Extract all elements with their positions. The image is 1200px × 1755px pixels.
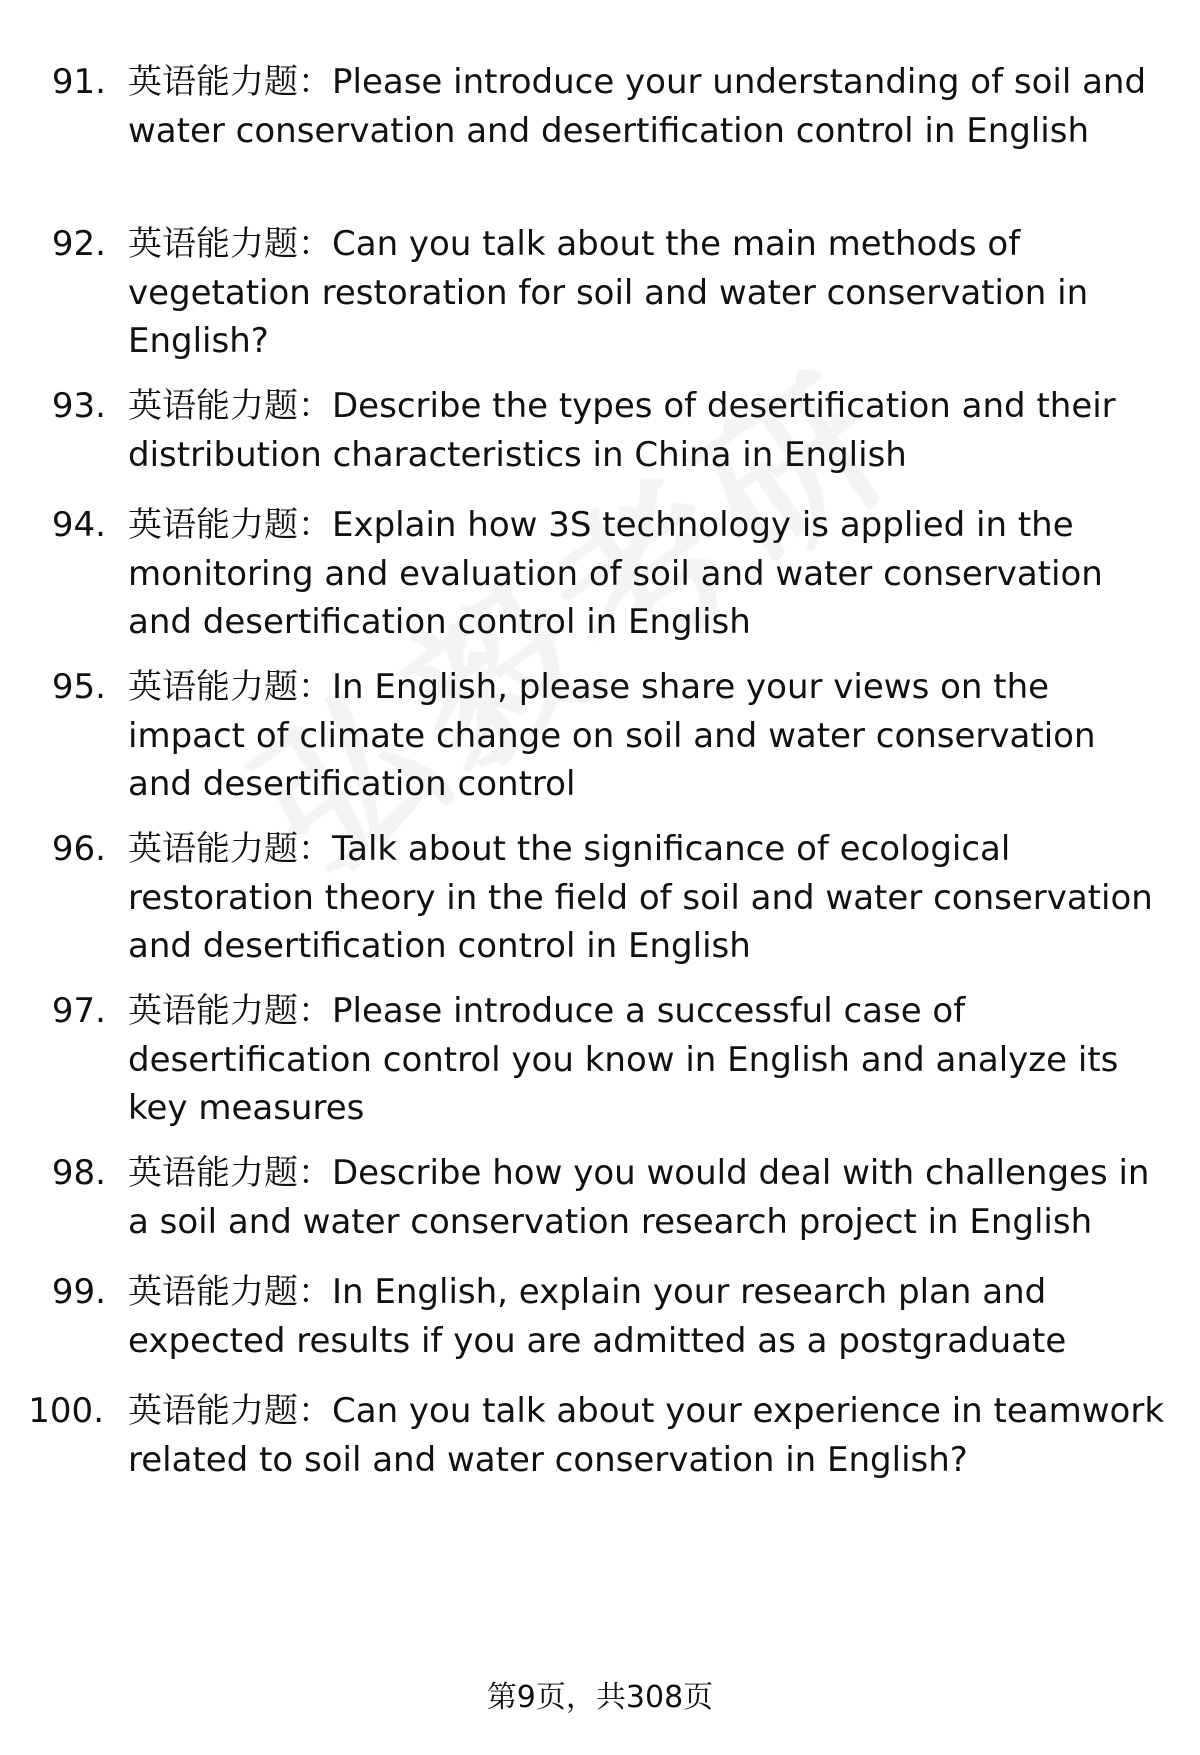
question-body: Explain how 3S technology is applied in the monitoring and evaluation of soil and water conservation and desertification control in English	[128, 505, 1103, 642]
question-text	[128, 1149, 1168, 1246]
question-body: Describe the types of desertification and their distribution characteristics in China in English	[128, 386, 1116, 475]
question-prefix: 英语能力题：	[128, 386, 332, 426]
question-number: 97.	[51, 991, 106, 1031]
question-body: Can you talk about your experience in teamwork related to soil and water conservation in English?	[128, 1391, 1165, 1480]
question-item	[0, 825, 1200, 987]
question-body: Talk about the significance of ecological restoration theory in the field of soil and water conservation and desertification control in English	[128, 829, 1153, 966]
question-text	[128, 382, 1168, 479]
page-footer: 第9页，共308页	[486, 1680, 714, 1715]
question-item	[0, 1149, 1200, 1268]
question-item	[0, 987, 1200, 1149]
question-number: 91.	[51, 62, 106, 102]
question-number: 96.	[51, 829, 106, 869]
question-item	[0, 1268, 1200, 1387]
question-body: Describe how you would deal with challenges in a soil and water conservation research project in English	[128, 1153, 1150, 1242]
question-list	[0, 58, 1200, 1506]
question-body: In English, please share your views on the impact of climate change on soil and water conservation and desertification control	[128, 667, 1096, 804]
question-prefix: 英语能力题：	[128, 991, 332, 1031]
question-text	[128, 58, 1168, 155]
question-number: 92.	[51, 224, 106, 264]
question-text	[128, 1268, 1168, 1365]
question-prefix: 英语能力题：	[128, 1391, 332, 1431]
question-body: Please introduce your understanding of soil and water conservation and desertification control in English	[128, 62, 1147, 151]
question-text	[128, 1387, 1168, 1484]
question-number: 98.	[51, 1153, 106, 1193]
question-item	[0, 382, 1200, 501]
question-number: 94.	[51, 505, 106, 545]
question-body: Can you talk about the main methods of vegetation restoration for soil and water conservation in English?	[128, 224, 1089, 361]
question-prefix: 英语能力题：	[128, 1272, 332, 1312]
question-text	[128, 501, 1168, 647]
question-item	[0, 220, 1200, 382]
question-prefix: 英语能力题：	[128, 667, 332, 707]
question-number: 93.	[51, 386, 106, 426]
question-text	[128, 220, 1168, 366]
question-prefix: 英语能力题：	[128, 224, 332, 264]
question-body: Please introduce a successful case of desertification control you know in English and analyze its key measures	[128, 991, 1119, 1128]
question-item	[0, 58, 1200, 220]
question-body: In English, explain your research plan and expected results if you are admitted as a postgraduate	[128, 1272, 1067, 1361]
question-prefix: 英语能力题：	[128, 505, 332, 545]
question-text	[128, 825, 1168, 971]
question-prefix: 英语能力题：	[128, 829, 332, 869]
question-text	[128, 987, 1168, 1133]
question-text	[128, 663, 1168, 809]
question-item	[0, 501, 1200, 663]
question-item	[0, 1387, 1200, 1506]
question-number: 100.	[28, 1391, 104, 1431]
question-prefix: 英语能力题：	[128, 62, 332, 102]
question-number: 99.	[51, 1272, 106, 1312]
question-number: 95.	[51, 667, 106, 707]
question-item	[0, 663, 1200, 825]
question-prefix: 英语能力题：	[128, 1153, 332, 1193]
